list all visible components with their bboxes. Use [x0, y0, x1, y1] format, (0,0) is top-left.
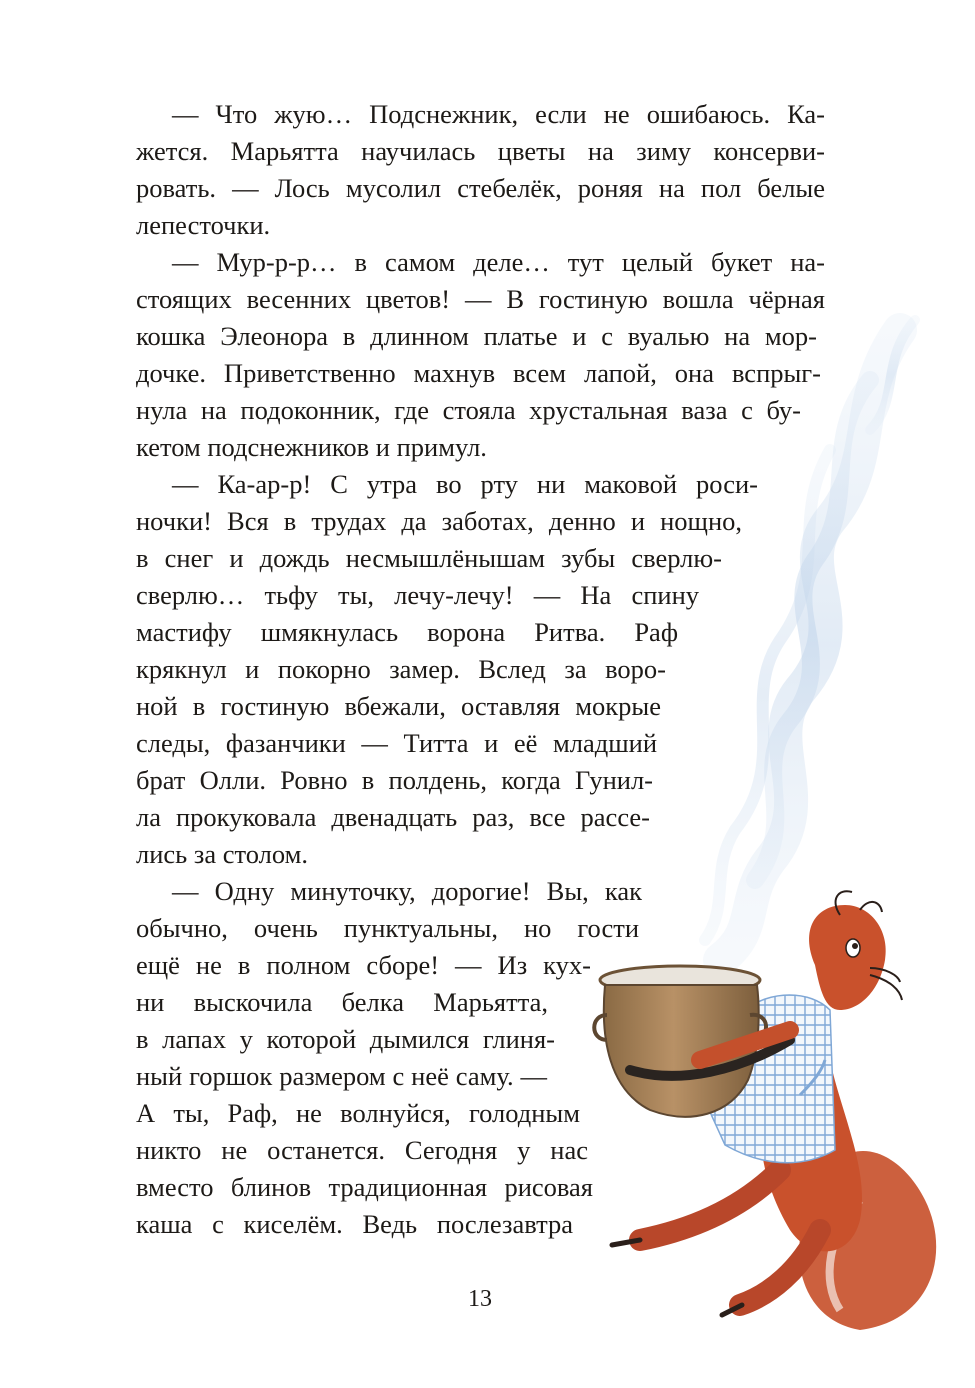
- page-number: 13: [468, 1286, 492, 1312]
- text-line: ной в гостиную вбежали, оставляя мокрые: [136, 691, 661, 721]
- text-line: ла прокуковала двенадцать раз, все рассе-: [136, 802, 650, 832]
- text-line: в снег и дождь несмышлёнышам зубы сверлю-: [136, 543, 722, 573]
- text-line: кетом подснежников и примул.: [136, 432, 487, 462]
- text-line: лись за столом.: [136, 839, 308, 869]
- text-line: кошка Элеонора в длинном платье и с вуалью на мор-: [136, 321, 817, 351]
- text-line: в лапах у которой дымился глиня-: [136, 1024, 555, 1054]
- text-line: крякнул и покорно замер. Вслед за воро-: [136, 654, 666, 684]
- text-line: мастифу шмякнулась ворона Ритва. Раф: [136, 617, 678, 647]
- text-line: — Ка-ар-р! С утра во рту ни маковой роси-: [172, 469, 758, 499]
- text-line: нула на подоконник, где стояла хрустальная ваза с бу-: [136, 395, 801, 425]
- text-line: каша с киселём. Ведь послезавтра: [136, 1209, 573, 1239]
- text-line: брат Олли. Ровно в полдень, когда Гунил-: [136, 765, 653, 795]
- text-line: лепесточки.: [136, 210, 271, 240]
- text-line: дочке. Приветственно махнув всем лапой, она вспрыг-: [136, 358, 821, 388]
- text-line: ни выскочила белка Марьятта,: [136, 987, 548, 1017]
- text-line: жется. Марьятта научилась цветы на зиму консерви-: [136, 136, 825, 166]
- text-line: вместо блинов традиционная рисовая: [136, 1172, 593, 1202]
- text-line: — Мур-р-р… в самом деле… тут целый букет на-: [172, 247, 825, 277]
- text-line: А ты, Раф, не волнуйся, голодным: [136, 1098, 580, 1128]
- text-line: ночки! Вся в трудах да заботах, денно и нощно,: [136, 506, 742, 536]
- text-line: ровать. — Лось мусолил стебелёк, роняя на пол белые: [136, 173, 825, 203]
- text-line: обычно, очень пунктуальны, но гости: [136, 913, 639, 943]
- text-line: — Что жую… Подснежник, если не ошибаюсь. Ка-: [172, 99, 825, 129]
- text-line: стоящих весенних цветов! — В гостиную вошла чёрная: [136, 284, 825, 314]
- text-line: сверлю… тьфу ты, лечу-лечу! — На спину: [136, 580, 699, 610]
- text-line: ещё не в полном сборе! — Из кух-: [136, 950, 591, 980]
- text-line: ный горшок размером с неё саму. —: [136, 1061, 547, 1091]
- text-line: — Одну минуточку, дорогие! Вы, как: [172, 876, 642, 906]
- text-line: никто не останется. Сегодня у нас: [136, 1135, 588, 1165]
- text-line: следы, фазанчики — Титта и её младший: [136, 728, 657, 758]
